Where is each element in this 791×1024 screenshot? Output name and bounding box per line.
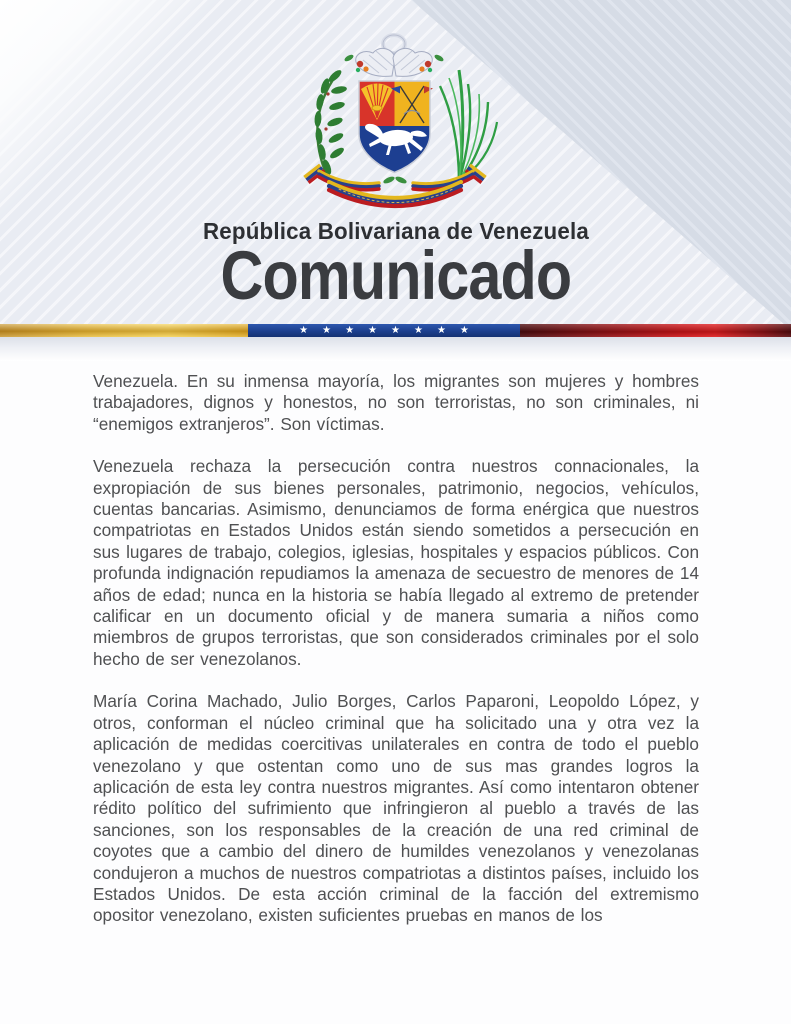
header-shadow bbox=[0, 337, 791, 361]
communique-body bbox=[93, 371, 699, 948]
palm-branch bbox=[440, 70, 497, 182]
shield bbox=[359, 81, 433, 173]
country-title-text: República Bolivariana de Venezuela bbox=[202, 218, 589, 244]
flag-divider bbox=[0, 324, 791, 337]
paragraph: Venezuela rechaza la persecución contra nuestros connacionales, la expropiación de sus bienes personales, patrimonio, negocios, vehículos, cuentas bancarias. Asimismo, denunciamos de forma enérgica que nuestros compatriotas en Estados Unidos están siendo sometidos a persecución en sus lugares de trabajo, colegios, iglesias, hospitales y espacios públicos. Con profunda indignación repudiamos la amenaza de secuestro de menores de 14 años de edad; nunca en la historia se había llegado al extremo de pretender calificar en un documento oficial y de manera sumaria a niños como miembros de grupos terroristas, que son considerados criminales por el solo hecho de ser venezolanos. bbox=[93, 456, 699, 669]
star-icon: ★ bbox=[299, 324, 309, 336]
flag-yellow-segment bbox=[0, 324, 248, 337]
star-icon: ★ bbox=[322, 324, 332, 336]
flag-blue-segment bbox=[248, 324, 520, 337]
letterhead bbox=[0, 0, 791, 337]
paragraph: María Corina Machado, Julio Borges, Carlos Paparoni, Leopoldo López, y otros, conforman el núcleo criminal que ha solicitado una y otra vez la aplicación de medidas coercitivas unilaterales en contra de todo el pueblo venezolano y que ostentan como uno de sus mas grandes logros la aplicación de esta ley contra nuestros migrantes. Así como intentaron obtener rédito político del sufrimiento que infringieron al pueblo a través de las sanciones, son los responsables de la creación de una red criminal de coyotes que a cambio del dinero de humildes venezolanos y venezolanas condujeron a muchos de nuestros compatriotas a distintos países, incluido los Estados Unidos. De esta acción criminal de la facción del extremismo opositor venezolano, existen suficientes pruebas en manos de los bbox=[93, 691, 699, 926]
document-title bbox=[0, 237, 791, 314]
star-icon: ★ bbox=[459, 324, 469, 336]
star-icon: ★ bbox=[413, 324, 423, 336]
cornucopia-icons bbox=[343, 35, 444, 76]
star-icon: ★ bbox=[368, 324, 377, 336]
venezuela-coat-of-arms-icon bbox=[291, 24, 501, 219]
document-title-text: Comunicado bbox=[220, 237, 571, 314]
paragraph: Venezuela. En su inmensa mayoría, los migrantes son mujeres y hombres trabajadores, dignos y honestos, no son terroristas, no son criminales, ni “enemigos extranjeros”. Son víctimas. bbox=[93, 371, 699, 434]
star-icon: ★ bbox=[345, 324, 355, 336]
flag-red-segment bbox=[520, 324, 791, 337]
star-icon: ★ bbox=[436, 324, 446, 336]
star-icon: ★ bbox=[391, 324, 400, 336]
